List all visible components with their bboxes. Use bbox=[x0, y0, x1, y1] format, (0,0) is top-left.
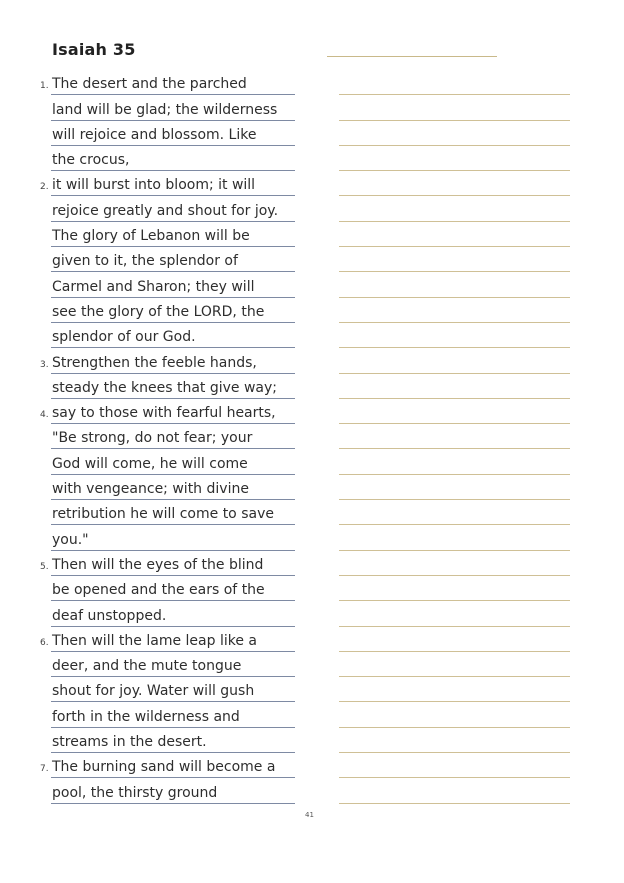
verse-text: deaf unstopped. bbox=[52, 607, 167, 624]
verse-number: 4. bbox=[40, 410, 49, 421]
verse-line bbox=[0, 778, 300, 803]
writing-line[interactable] bbox=[339, 652, 570, 677]
verse-line bbox=[0, 222, 300, 247]
verse-number: 5. bbox=[40, 561, 49, 572]
writing-line[interactable] bbox=[339, 272, 570, 297]
verse-line bbox=[0, 702, 300, 727]
writing-line[interactable] bbox=[339, 70, 570, 95]
verse-number: 3. bbox=[40, 359, 49, 370]
verse-text: with vengeance; with divine bbox=[52, 481, 249, 498]
header-writing-line bbox=[327, 56, 497, 57]
verse-line bbox=[0, 247, 300, 272]
writing-line[interactable] bbox=[339, 196, 570, 221]
verse-line bbox=[0, 121, 300, 146]
verse-line bbox=[0, 348, 300, 373]
verse-text: the crocus, bbox=[52, 152, 130, 169]
verse-text: rejoice greatly and shout for joy. bbox=[52, 202, 279, 219]
verse-line bbox=[0, 551, 300, 576]
verse-line bbox=[0, 196, 300, 221]
verse-line bbox=[0, 652, 300, 677]
page-number: 41 bbox=[305, 811, 314, 819]
verse-line bbox=[0, 576, 300, 601]
verse-text: given to it, the splendor of bbox=[52, 253, 238, 270]
verse-text: land will be glad; the wilderness bbox=[52, 101, 278, 118]
verse-text: forth in the wilderness and bbox=[52, 708, 240, 725]
verse-line bbox=[0, 146, 300, 171]
verse-text: be opened and the ears of the bbox=[52, 582, 265, 599]
verse-line bbox=[0, 500, 300, 525]
writing-line[interactable] bbox=[339, 525, 570, 550]
verse-text: it will burst into bloom; it will bbox=[52, 177, 256, 194]
verse-number: 7. bbox=[40, 764, 49, 775]
writing-line[interactable] bbox=[339, 121, 570, 146]
writing-line[interactable] bbox=[339, 702, 570, 727]
writing-line[interactable] bbox=[339, 627, 570, 652]
verse-line bbox=[0, 753, 300, 778]
writing-line[interactable] bbox=[339, 171, 570, 196]
verse-text: see the glory of the LORD, the bbox=[52, 303, 265, 320]
verse-line bbox=[0, 728, 300, 753]
writing-line[interactable] bbox=[339, 551, 570, 576]
writing-line[interactable] bbox=[339, 374, 570, 399]
writing-line[interactable] bbox=[339, 222, 570, 247]
writing-line[interactable] bbox=[339, 95, 570, 120]
writing-line[interactable] bbox=[339, 475, 570, 500]
verse-line bbox=[0, 475, 300, 500]
verse-text: retribution he will come to save bbox=[52, 506, 274, 523]
verse-text: you." bbox=[52, 531, 89, 548]
writing-line[interactable] bbox=[339, 424, 570, 449]
verse-text: Then will the eyes of the blind bbox=[52, 556, 264, 573]
verse-line bbox=[0, 70, 300, 95]
verse-text: steady the knees that give way; bbox=[52, 379, 278, 396]
verse-text: The glory of Lebanon will be bbox=[52, 228, 250, 245]
verse-text-column bbox=[0, 70, 300, 804]
verse-text: Strengthen the feeble hands, bbox=[52, 354, 257, 371]
verse-text: deer, and the mute tongue bbox=[52, 658, 242, 675]
verse-text: will rejoice and blossom. Like bbox=[52, 126, 257, 143]
writing-line[interactable] bbox=[339, 247, 570, 272]
writing-line[interactable] bbox=[339, 146, 570, 171]
verse-line bbox=[0, 449, 300, 474]
verse-line bbox=[0, 272, 300, 297]
verse-text: shout for joy. Water will gush bbox=[52, 683, 255, 700]
verse-text: The desert and the parched bbox=[52, 76, 247, 93]
writing-line[interactable] bbox=[339, 601, 570, 626]
verse-line bbox=[0, 374, 300, 399]
verse-line bbox=[0, 424, 300, 449]
underline bbox=[51, 803, 295, 804]
verse-text: pool, the thirsty ground bbox=[52, 784, 218, 801]
verse-text: splendor of our God. bbox=[52, 329, 196, 346]
writing-line[interactable] bbox=[339, 500, 570, 525]
writing-line[interactable] bbox=[339, 399, 570, 424]
writing-line[interactable] bbox=[339, 348, 570, 373]
verse-number: 6. bbox=[40, 637, 49, 648]
verse-number: 1. bbox=[40, 81, 49, 92]
writing-line[interactable] bbox=[339, 778, 570, 803]
verse-line bbox=[0, 601, 300, 626]
writing-line[interactable] bbox=[339, 576, 570, 601]
verse-line bbox=[0, 399, 300, 424]
verse-text: "Be strong, do not fear; your bbox=[52, 430, 253, 447]
writing-line[interactable] bbox=[339, 728, 570, 753]
verse-text: God will come, he will come bbox=[52, 455, 248, 472]
verse-line bbox=[0, 525, 300, 550]
writing-line[interactable] bbox=[339, 298, 570, 323]
verse-text: say to those with fearful hearts, bbox=[52, 405, 276, 422]
writing-line[interactable] bbox=[339, 753, 570, 778]
verse-line bbox=[0, 677, 300, 702]
verse-text: The burning sand will become a bbox=[52, 759, 276, 776]
writing-practice-column bbox=[339, 70, 570, 804]
verse-line bbox=[0, 298, 300, 323]
verse-number: 2. bbox=[40, 182, 49, 193]
verse-text: streams in the desert. bbox=[52, 734, 207, 751]
verse-line bbox=[0, 95, 300, 120]
writing-line[interactable] bbox=[339, 449, 570, 474]
writing-line[interactable] bbox=[339, 323, 570, 348]
verse-line bbox=[0, 323, 300, 348]
verse-line bbox=[0, 627, 300, 652]
page-title: Isaiah 35 bbox=[52, 40, 136, 59]
verse-line bbox=[0, 171, 300, 196]
verse-text: Then will the lame leap like a bbox=[52, 632, 257, 649]
writing-line[interactable] bbox=[339, 677, 570, 702]
verse-text: Carmel and Sharon; they will bbox=[52, 278, 255, 295]
